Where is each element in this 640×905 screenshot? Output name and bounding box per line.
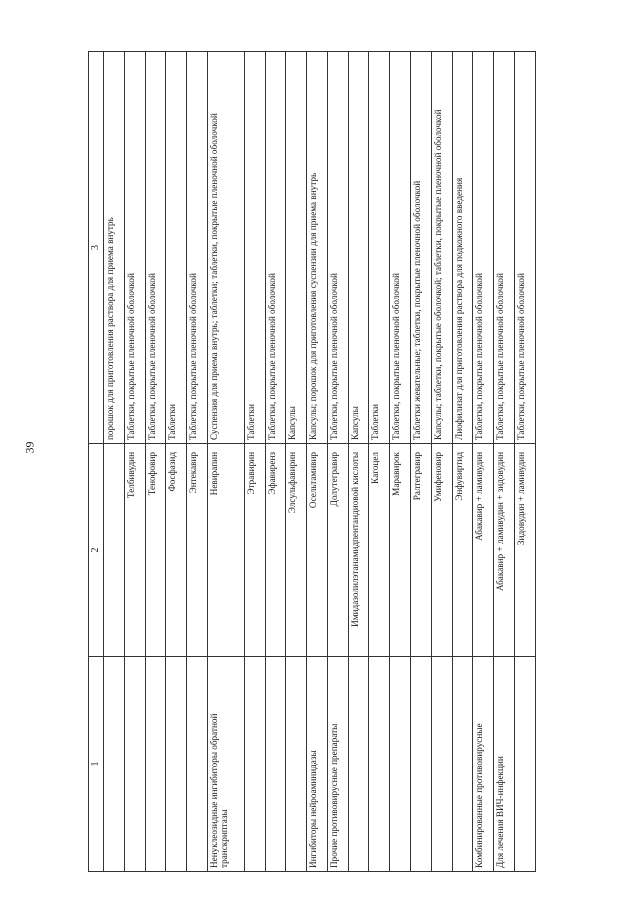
- group-cell: [348, 657, 369, 872]
- drug-cell: Тенофовир: [145, 444, 166, 657]
- drug-cell: Долутегравир: [327, 444, 348, 657]
- table-row: [514, 52, 535, 872]
- table-row: [124, 52, 145, 872]
- table-row: [473, 52, 494, 872]
- drug-cell: Маравирок: [390, 444, 411, 657]
- drug-table: [88, 51, 536, 872]
- drug-cell: Энфувиртид: [452, 444, 473, 657]
- drug-cell: Элсульфавирин: [286, 444, 307, 657]
- group-cell: [104, 657, 125, 872]
- forms-cell: Суспензия для приема внутрь; таблетки; таблетки, покрытые пленочной оболочкой: [207, 52, 244, 444]
- group-cell: [411, 657, 432, 872]
- group-cell: [145, 657, 166, 872]
- group-cell: [369, 657, 390, 872]
- forms-cell: Таблетки, покрытые пленочной оболочкой: [265, 52, 286, 444]
- header-col-2: 2: [89, 444, 104, 657]
- group-cell: Для лечения ВИЧ-инфекции: [494, 657, 515, 872]
- group-cell: [390, 657, 411, 872]
- table-row: [187, 52, 208, 872]
- forms-cell: Капсулы: [286, 52, 307, 444]
- table-row: [327, 52, 348, 872]
- header-row: [89, 52, 104, 872]
- table-row: [244, 52, 265, 872]
- drug-cell: Осельтамивир: [307, 444, 328, 657]
- drug-cell: Эфавиренз: [265, 444, 286, 657]
- forms-cell: Таблетки жевательные; таблетки, покрытые пленочной оболочкой: [411, 52, 432, 444]
- group-cell: [124, 657, 145, 872]
- header-col-3: 3: [89, 52, 104, 444]
- forms-cell: Таблетки: [369, 52, 390, 444]
- drug-cell: Абакавир + ламивудин + зидовудин: [494, 444, 515, 657]
- drug-cell: Невирапин: [207, 444, 244, 657]
- group-cell: [166, 657, 187, 872]
- drug-cell: Ралтегравир: [411, 444, 432, 657]
- table-row: [431, 52, 452, 872]
- rotated-table-container: [88, 52, 536, 872]
- forms-cell: Таблетки: [244, 52, 265, 444]
- forms-cell: Лиофилизат для приготовления раствора для подкожного введения: [452, 52, 473, 444]
- drug-cell: Зидовудин + ламивудин: [514, 444, 535, 657]
- group-cell: [187, 657, 208, 872]
- group-cell: [514, 657, 535, 872]
- forms-cell: Капсулы; порошок для приготовления суспензии для приема внутрь: [307, 52, 328, 444]
- table-row: [452, 52, 473, 872]
- drug-cell: Телбивудин: [124, 444, 145, 657]
- group-cell: Ингибиторы нейроаминидазы: [307, 657, 328, 872]
- table-row: [390, 52, 411, 872]
- forms-cell: Таблетки, покрытые пленочной оболочкой: [187, 52, 208, 444]
- forms-cell: Капсулы; таблетки, покрытые оболочкой; таблетки, покрытые пленочной оболочкой: [431, 52, 452, 444]
- drug-cell: Абакавир + ламивудин: [473, 444, 494, 657]
- header-col-1: 1: [89, 657, 104, 872]
- table-row: [411, 52, 432, 872]
- table-row: [207, 52, 244, 872]
- forms-cell: порошок для приготовления раствора для приема внутрь: [104, 52, 125, 444]
- table-row: [104, 52, 125, 872]
- forms-cell: Таблетки, покрытые пленочной оболочкой: [327, 52, 348, 444]
- forms-cell: Таблетки, покрытые пленочной оболочкой: [145, 52, 166, 444]
- page-number: 39: [22, 441, 37, 454]
- forms-cell: Таблетки, покрытые пленочной оболочкой: [514, 52, 535, 444]
- table-row: [145, 52, 166, 872]
- group-cell: Прочие противовирусные препараты: [327, 657, 348, 872]
- drug-cell: Энтекавир: [187, 444, 208, 657]
- forms-cell: Таблетки, покрытые пленочной оболочкой: [124, 52, 145, 444]
- drug-cell: Фосфазид: [166, 444, 187, 657]
- forms-cell: Таблетки, покрытые пленочной оболочкой: [390, 52, 411, 444]
- table-row: [166, 52, 187, 872]
- drug-cell: Умифеновир: [431, 444, 452, 657]
- group-cell: [286, 657, 307, 872]
- group-cell: Ненуклеозидные ингибиторы обратной транскриптазы: [207, 657, 244, 872]
- group-cell: [265, 657, 286, 872]
- drug-cell: Имидазолилэтанамидпентандиовой кислоты: [348, 444, 369, 657]
- table-row: [348, 52, 369, 872]
- drug-cell: Этравирин: [244, 444, 265, 657]
- drug-cell: Кагоцел: [369, 444, 390, 657]
- table-row: [265, 52, 286, 872]
- group-cell: [452, 657, 473, 872]
- table-row: [369, 52, 390, 872]
- group-cell: [431, 657, 452, 872]
- table-row: [494, 52, 515, 872]
- forms-cell: Таблетки, покрытые пленочной оболочкой: [473, 52, 494, 444]
- table-row: [286, 52, 307, 872]
- forms-cell: Капсулы: [348, 52, 369, 444]
- table-row: [307, 52, 328, 872]
- forms-cell: Таблетки: [166, 52, 187, 444]
- drug-cell: [104, 444, 125, 657]
- group-cell: Комбинированные противовирусные: [473, 657, 494, 872]
- group-cell: [244, 657, 265, 872]
- forms-cell: Таблетки, покрытые пленочной оболочкой: [494, 52, 515, 444]
